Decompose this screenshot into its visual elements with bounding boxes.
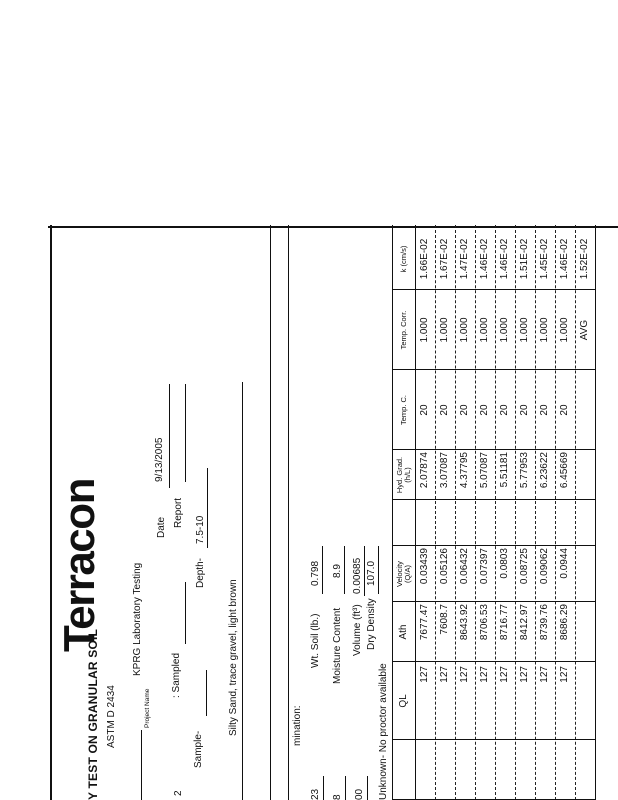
blank-line-2 <box>288 225 289 800</box>
table-cell: 3.07087 <box>439 452 450 489</box>
document-subtitle: ASTM D 2434 <box>106 685 117 748</box>
table-cell: 1.000 <box>519 317 530 343</box>
table-cell: 5.51181 <box>499 452 510 488</box>
table-cell: 127 <box>419 666 430 683</box>
table-cell: 20 <box>479 404 490 416</box>
table-cell: 7608.7 <box>439 604 450 635</box>
table-cell: 1.45E-02 <box>539 238 550 280</box>
table-cell: 5.07087 <box>479 452 490 489</box>
report-label: Report <box>173 497 184 528</box>
table-cell: 127 <box>459 666 470 683</box>
proctor-note: Unknown- No proctor available <box>378 663 389 800</box>
table-cell: 8686.29 <box>559 604 570 641</box>
header-temp-c: Temp. C. <box>399 395 408 426</box>
left-number: 2 <box>173 790 184 796</box>
table-cell: 20 <box>499 404 510 416</box>
header-velocity: Velocity (Q/A) <box>395 561 412 587</box>
depth-underline <box>207 468 208 548</box>
top-border-line <box>50 225 52 800</box>
table-cell: 7677.47 <box>419 604 430 641</box>
table-cell: 1.46E-02 <box>559 238 570 280</box>
terracon-logo: Terracon <box>55 478 104 652</box>
table-cell: 127 <box>499 666 510 683</box>
table-cell: 6.23622 <box>539 452 550 489</box>
header-temp-corr: Temp. Corr. <box>399 310 408 350</box>
table-cell: 1.000 <box>539 317 550 343</box>
table-cell: 1.66E-02 <box>419 238 430 280</box>
wt-soil-value: 0.798 <box>310 560 321 586</box>
sampled-label: : Sampled <box>171 652 182 698</box>
moisture-value: 8.9 <box>332 564 343 578</box>
table-row-line-1 <box>435 225 436 800</box>
left-value-line-1 <box>323 776 324 800</box>
table-row-line-4 <box>495 225 496 800</box>
description-underline <box>242 382 243 800</box>
depth-label: Depth- <box>195 557 206 588</box>
left-value-1: 23 <box>310 788 321 800</box>
table-row-line-8 <box>575 225 576 800</box>
table-cell: 1.000 <box>439 317 450 343</box>
left-value-line-3 <box>367 776 368 800</box>
table-cell: 1.67E-02 <box>439 238 450 280</box>
table-cell: 1.46E-02 <box>499 238 510 280</box>
project-name-underline <box>141 730 142 800</box>
table-cell: 1.000 <box>419 317 430 343</box>
table-row-line-7 <box>555 225 556 800</box>
report-underline <box>185 384 186 482</box>
table-cell: 127 <box>479 666 490 683</box>
table-cell: 1.51E-02 <box>519 238 530 280</box>
table-cell: 0.07397 <box>479 548 490 585</box>
moisture-underline <box>344 546 345 594</box>
avg-value: 1.52E-02 <box>579 238 590 280</box>
date-label: Date <box>156 516 167 538</box>
wt-soil-underline <box>322 546 323 594</box>
table-top-line <box>392 225 393 800</box>
dry-density-label: Dry Density <box>366 598 377 650</box>
left-value-2: 8 <box>332 794 343 800</box>
table-cell: 1.000 <box>479 317 490 343</box>
table-cell: 0.09062 <box>539 548 550 585</box>
table-cell: 8706.53 <box>479 604 490 641</box>
wt-soil-label: Wt. Soil (lb.) <box>310 613 321 668</box>
volume-label: Volume (ft³) <box>352 604 363 656</box>
rotated-document <box>48 225 618 800</box>
date-underline <box>169 384 170 488</box>
table-cell: 4.37795 <box>459 452 470 489</box>
table-cell: 1.46E-02 <box>479 238 490 280</box>
table-cell: 20 <box>539 404 550 416</box>
depth-value: 7.5-10 <box>195 515 206 544</box>
table-cell: 20 <box>439 404 450 416</box>
blank-line-1 <box>270 225 271 800</box>
table-cell: 1.47E-02 <box>459 238 470 280</box>
table-row-line-2 <box>455 225 456 800</box>
date-value: 9/13/2005 <box>154 437 165 482</box>
table-cell: 20 <box>459 404 470 416</box>
table-cell: 0.05126 <box>439 548 450 585</box>
document-title: Y TEST ON GRANULAR SOIL <box>86 628 100 800</box>
table-row-line-6 <box>535 225 536 800</box>
header-k: k (cm/s) <box>399 245 408 273</box>
sample-label: Sample- <box>193 730 204 768</box>
table-cell: 20 <box>559 404 570 416</box>
table-header-line <box>415 225 416 800</box>
table-cell: 8412.97 <box>519 604 530 641</box>
volume-underline <box>364 546 365 596</box>
avg-label: AVG <box>579 319 590 341</box>
table-cell: 8739.76 <box>539 604 550 641</box>
sample-underline <box>206 670 207 716</box>
table-cell: 5.77953 <box>519 452 530 489</box>
header-ath: Ath <box>398 624 409 640</box>
left-value-3: 00 <box>354 788 365 800</box>
table-row-line-3 <box>475 225 476 800</box>
table-cell: 20 <box>519 404 530 416</box>
table-row-line-5 <box>515 225 516 800</box>
project-name-caption: Project Name <box>144 688 151 728</box>
table-cell: 2.07874 <box>419 452 430 489</box>
left-value-line-2 <box>345 776 346 800</box>
volume-value: 0.00685 <box>352 557 363 594</box>
table-cell: 0.06432 <box>459 548 470 585</box>
table-cell: 6.45669 <box>559 452 570 489</box>
project-name-value: KPRG Laboratory Testing <box>132 562 143 676</box>
table-col-line-5 <box>392 545 595 546</box>
table-cell: 20 <box>419 404 430 416</box>
table-cell: 127 <box>519 666 530 683</box>
dry-density-underline <box>378 546 379 594</box>
moisture-label: Moisture Content <box>332 607 343 684</box>
soil-description: Silty Sand, trace gravel, light brown <box>228 579 239 736</box>
table-cell: 0.08725 <box>519 548 530 585</box>
table-cell: 127 <box>559 666 570 683</box>
header-hyd-grad: Hyd. Grad. (h/L) <box>395 456 412 494</box>
table-cell: 8716.77 <box>499 604 510 641</box>
table-cell: 0.03439 <box>419 548 430 585</box>
table-cell: 1.000 <box>459 317 470 343</box>
table-cell: 127 <box>439 666 450 683</box>
table-cell: 1.000 <box>499 317 510 343</box>
table-cell: 0.0944 <box>559 548 570 579</box>
table-bottom-line <box>595 225 596 800</box>
sampled-underline <box>185 582 186 644</box>
dry-density-value: 107.0 <box>366 560 377 586</box>
table-cell: 1.000 <box>559 317 570 343</box>
table-cell: 127 <box>539 666 550 683</box>
header-ql: QL <box>398 694 409 708</box>
determination-label: mination: <box>292 705 303 746</box>
table-cell: 8643.92 <box>459 604 470 641</box>
table-cell: 0.0803 <box>499 548 510 579</box>
